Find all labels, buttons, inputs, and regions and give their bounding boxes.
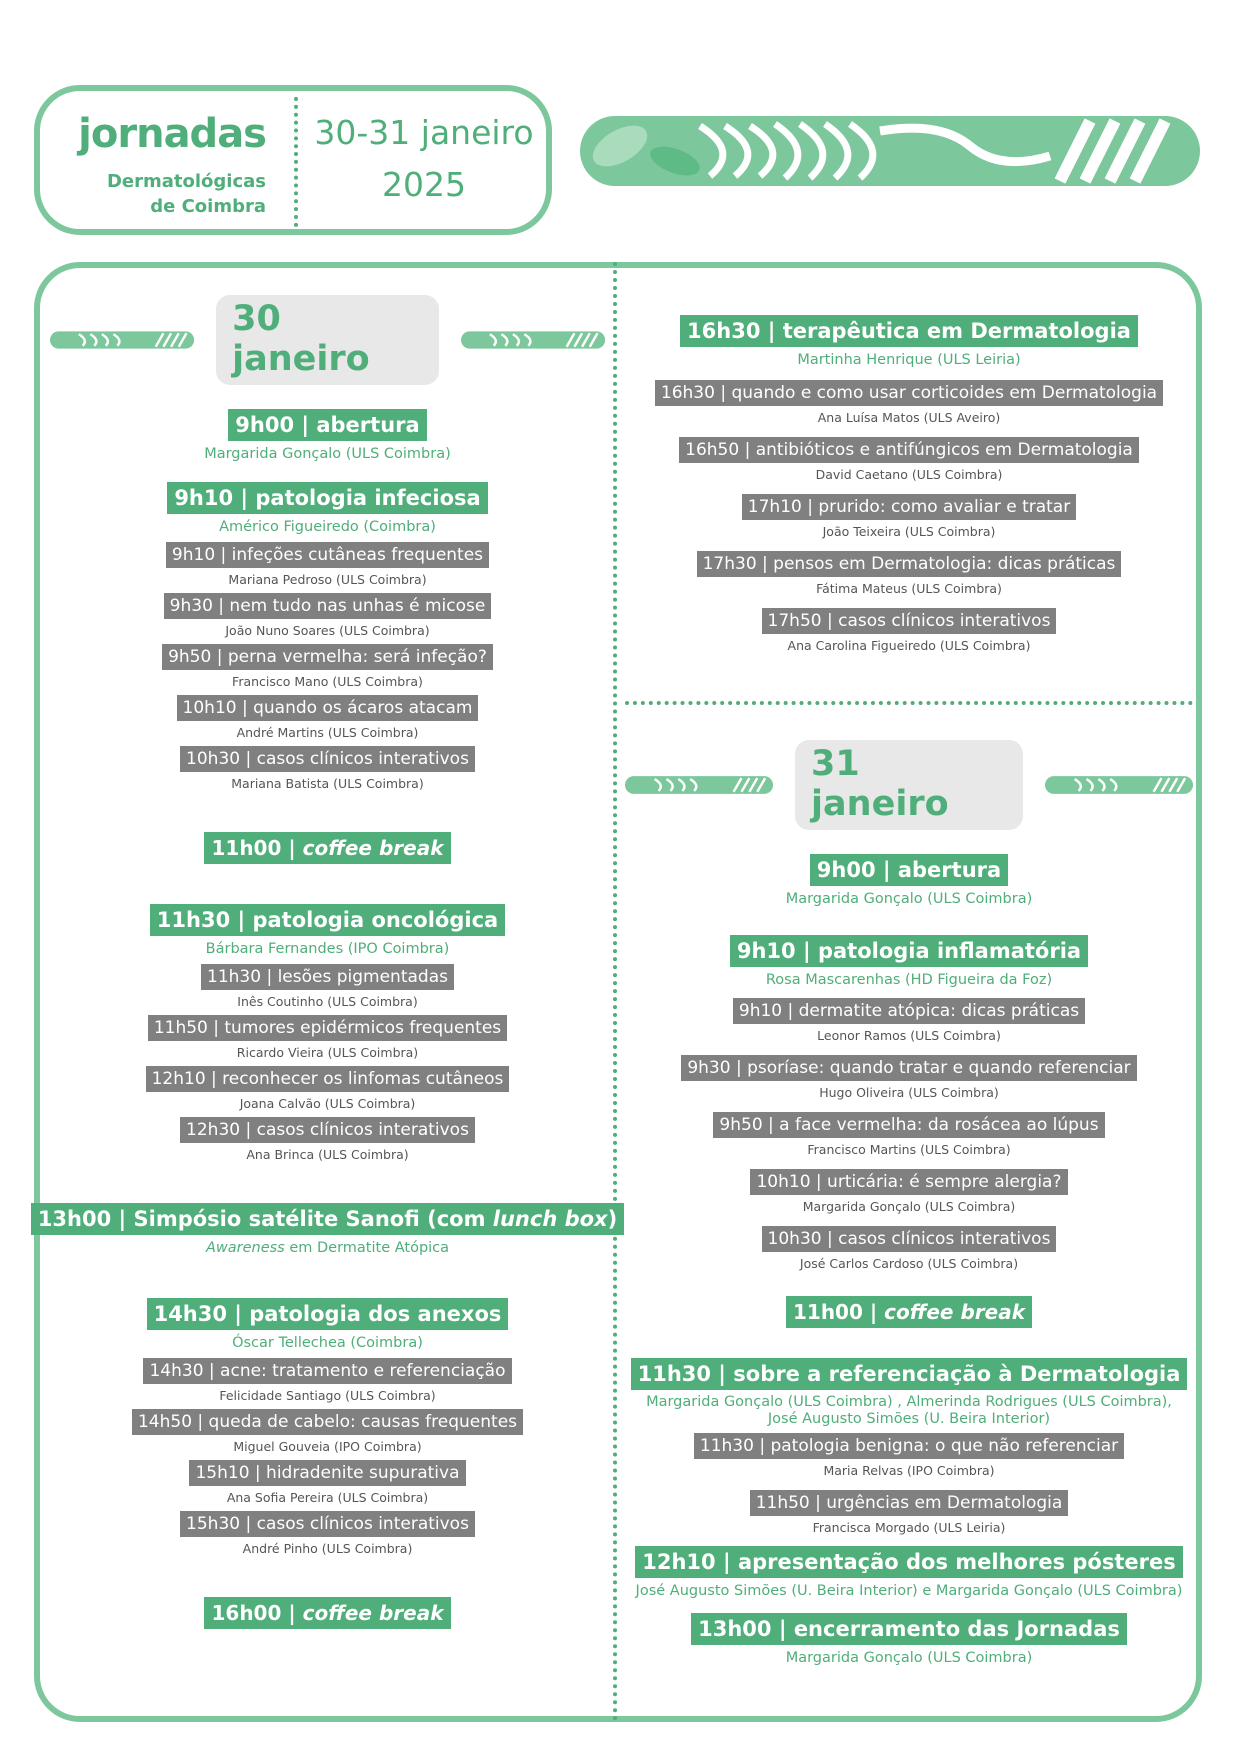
- day2-column: [625, 740, 1193, 1668]
- talk-speaker: Ana Sofia Pereira (ULS Coimbra): [226, 1490, 429, 1505]
- talk-title: 9h30 | psoríase: quando tratar e quando referenciar: [681, 1055, 1136, 1081]
- talk-title: 16h30 | quando e como usar corticoides em Dermatologia: [655, 380, 1163, 406]
- session-title: 9h10 | patologia infeciosa: [167, 482, 487, 514]
- talk-title: 9h30 | nem tudo nas unhas é micose: [164, 593, 492, 619]
- session-chair: Margarida Gonçalo (ULS Coimbra): [785, 1650, 1033, 1666]
- session-chair: [646, 1394, 1172, 1428]
- header-divider: [294, 97, 298, 227]
- logo-subtitle-line-2: de Coimbra: [150, 196, 266, 217]
- section-divider: [625, 701, 1193, 705]
- session-chair: Óscar Tellechea (Coimbra): [232, 1335, 423, 1351]
- talk-title: 12h10 | reconhecer os linfomas cutâneos: [146, 1066, 510, 1092]
- talk-speaker: Francisco Martins (ULS Coimbra): [807, 1142, 1011, 1157]
- talk-speaker: Ricardo Vieira (ULS Coimbra): [236, 1045, 419, 1060]
- talk-speaker: André Martins (ULS Coimbra): [236, 725, 419, 740]
- talk-title: 12h30 | casos clínicos interativos: [180, 1117, 475, 1143]
- talk-speaker: José Carlos Cardoso (ULS Coimbra): [799, 1256, 1019, 1271]
- decorative-stripe: [625, 776, 773, 794]
- talk-title: 15h10 | hidradenite supurativa: [189, 1460, 465, 1486]
- talk-speaker: Joana Calvão (ULS Coimbra): [239, 1096, 416, 1111]
- session-chair-line: Margarida Gonçalo (ULS Coimbra) , Almerinda Rodrigues (ULS Coimbra),: [646, 1394, 1172, 1410]
- session-title: 11h30 | patologia oncológica: [150, 904, 505, 936]
- talk-speaker: Miguel Gouveia (IPO Coimbra): [233, 1439, 422, 1454]
- session-symposium: [31, 1203, 624, 1258]
- break-time: 11h00 |: [792, 1300, 885, 1324]
- talk-speaker: Fátima Mateus (ULS Coimbra): [816, 581, 1002, 596]
- coffee-break: [786, 1296, 1032, 1328]
- day1-column-continued: [625, 315, 1193, 654]
- talk-title: 11h50 | tumores epidérmicos frequentes: [148, 1015, 507, 1041]
- talk-title: 17h50 | casos clínicos interativos: [762, 608, 1057, 634]
- talk-speaker: André Pinho (ULS Coimbra): [242, 1541, 413, 1556]
- session-therapeutics: [655, 315, 1163, 654]
- session-posters: [635, 1546, 1182, 1601]
- talk-speaker: Felicidade Santiago (ULS Coimbra): [219, 1388, 436, 1403]
- session-title: 13h00 | encerramento das Jornadas: [691, 1613, 1127, 1645]
- logo-subtitle-line-1: Dermatológicas: [106, 171, 266, 192]
- talk-title: 15h30 | casos clínicos interativos: [180, 1511, 475, 1537]
- symposium-title-italic: lunch box: [492, 1207, 608, 1231]
- session-title: 14h30 | patologia dos anexos: [147, 1298, 509, 1330]
- break-title: [204, 1597, 450, 1629]
- talk-title: 14h50 | queda de cabelo: causas frequentes: [132, 1409, 523, 1435]
- talk-speaker: Ana Carolina Figueiredo (ULS Coimbra): [787, 638, 1031, 653]
- symposium-title-part: 13h00 | Simpósio satélite Sanofi (com: [37, 1207, 493, 1231]
- break-time: 11h00 |: [211, 836, 303, 860]
- session-appendages: [132, 1298, 523, 1557]
- talk-speaker: João Nuno Soares (ULS Coimbra): [225, 623, 430, 638]
- talk-speaker: Mariana Batista (ULS Coimbra): [231, 776, 424, 791]
- break-title: [786, 1296, 1032, 1328]
- session-inflammatory: [681, 935, 1136, 1272]
- talk-speaker: João Teixeira (ULS Coimbra): [822, 524, 996, 539]
- session-chair: Margarida Gonçalo (ULS Coimbra): [785, 891, 1033, 907]
- talk-title: 10h30 | casos clínicos interativos: [180, 746, 475, 772]
- session-opening: [786, 854, 1033, 909]
- session-subtitle: [206, 1239, 449, 1258]
- talk-title: 9h10 | dermatite atópica: dicas práticas: [733, 998, 1085, 1024]
- talk-speaker: Francisca Morgado (ULS Leiria): [812, 1520, 1006, 1535]
- session-chair: Margarida Gonçalo (ULS Coimbra): [204, 446, 451, 462]
- session-opening: [204, 409, 451, 464]
- day2-title: 31 janeiro: [795, 740, 1023, 830]
- session-chair-line: José Augusto Simões (U. Beira Interior): [767, 1411, 1051, 1427]
- column-divider: [613, 262, 617, 1722]
- talk-title: 17h10 | prurido: como avaliar e tratar: [742, 494, 1076, 520]
- talk-title: 11h30 | patologia benigna: o que não referenciar: [694, 1433, 1124, 1459]
- break-title: [204, 832, 450, 864]
- session-title: 16h30 | terapêutica em Dermatologia: [680, 315, 1138, 347]
- session-infectious: [162, 482, 493, 792]
- session-chair: Bárbara Fernandes (IPO Coimbra): [205, 941, 450, 957]
- session-referral: [631, 1358, 1188, 1536]
- talk-speaker: Inês Coutinho (ULS Coimbra): [237, 994, 418, 1009]
- decorative-stripe: [461, 331, 605, 349]
- day1-title: 30 janeiro: [216, 295, 439, 385]
- talk-speaker: David Caetano (ULS Coimbra): [815, 467, 1003, 482]
- session-chair: Martinha Henrique (ULS Leiria): [797, 352, 1021, 368]
- talk-speaker: Francisco Mano (ULS Coimbra): [232, 674, 423, 689]
- talk-speaker: Leonor Ramos (ULS Coimbra): [817, 1028, 1001, 1043]
- talk-speaker: Ana Luísa Matos (ULS Aveiro): [817, 410, 1001, 425]
- session-title: 9h00 | abertura: [810, 854, 1008, 886]
- session-title: 11h30 | sobre a referenciação à Dermatologia: [631, 1358, 1188, 1390]
- event-dates: [308, 107, 540, 211]
- decorative-stripe: [1045, 776, 1193, 794]
- talk-speaker: Maria Relvas (IPO Coimbra): [823, 1463, 995, 1478]
- day2-header: [625, 740, 1193, 830]
- coffee-break: [204, 832, 450, 864]
- talk-title: 16h50 | antibióticos e antifúngicos em Dermatologia: [679, 437, 1139, 463]
- session-title: [31, 1203, 624, 1235]
- symposium-title-part: ): [607, 1207, 618, 1231]
- talk-speaker: Ana Brinca (ULS Coimbra): [246, 1147, 409, 1162]
- session-oncology: [146, 904, 510, 1163]
- talk-title: 9h50 | a face vermelha: da rosácea ao lúpus: [713, 1112, 1104, 1138]
- talk-speaker: Hugo Oliveira (ULS Coimbra): [819, 1085, 999, 1100]
- talk-title: 11h50 | urgências em Dermatologia: [750, 1490, 1069, 1516]
- coffee-break: [204, 1597, 450, 1629]
- talk-speaker: Mariana Pedroso (ULS Coimbra): [228, 572, 427, 587]
- day1-column: [37, 295, 618, 1629]
- decorative-stripe: [50, 331, 194, 349]
- session-chair: José Augusto Simões (U. Beira Interior) e Margarida Gonçalo (ULS Coimbra): [635, 1583, 1183, 1599]
- talk-title: 10h10 | urticária: é sempre alergia?: [750, 1169, 1067, 1195]
- logo-title: jornadas: [78, 111, 266, 157]
- event-logo-box: [34, 85, 552, 235]
- decorative-banner: [580, 116, 1200, 186]
- session-title: 9h10 | patologia inflamatória: [730, 935, 1088, 967]
- logo-subtitle: [76, 169, 266, 219]
- talk-speaker: Margarida Gonçalo (ULS Coimbra): [802, 1199, 1016, 1214]
- symposium-sub-part: em Dermatite Atópica: [284, 1240, 450, 1256]
- talk-title: 9h50 | perna vermelha: será infeção?: [162, 644, 493, 670]
- session-title: 12h10 | apresentação dos melhores pósteres: [635, 1546, 1182, 1578]
- event-date-days: 30-31 janeiro: [314, 113, 534, 152]
- talk-title: 9h10 | infeções cutâneas frequentes: [166, 542, 489, 568]
- session-title: 9h00 | abertura: [228, 409, 426, 441]
- session-closing: [691, 1613, 1127, 1668]
- talk-title: 11h30 | lesões pigmentadas: [201, 964, 454, 990]
- talk-title: 10h10 | quando os ácaros atacam: [177, 695, 479, 721]
- talk-title: 14h30 | acne: tratamento e referenciação: [143, 1358, 511, 1384]
- talk-title: 17h30 | pensos em Dermatologia: dicas práticas: [697, 551, 1122, 577]
- symposium-sub-italic: Awareness: [205, 1240, 285, 1256]
- break-label: coffee break: [302, 1601, 444, 1625]
- day1-header: [50, 295, 605, 385]
- break-label: coffee break: [884, 1300, 1026, 1324]
- talk-title: 10h30 | casos clínicos interativos: [762, 1226, 1057, 1252]
- session-chair: Rosa Mascarenhas (HD Figueira da Foz): [765, 972, 1053, 988]
- session-chair: Américo Figueiredo (Coimbra): [219, 519, 436, 535]
- event-date-year: 2025: [382, 165, 466, 204]
- break-time: 16h00 |: [211, 1601, 303, 1625]
- break-label: coffee break: [302, 836, 444, 860]
